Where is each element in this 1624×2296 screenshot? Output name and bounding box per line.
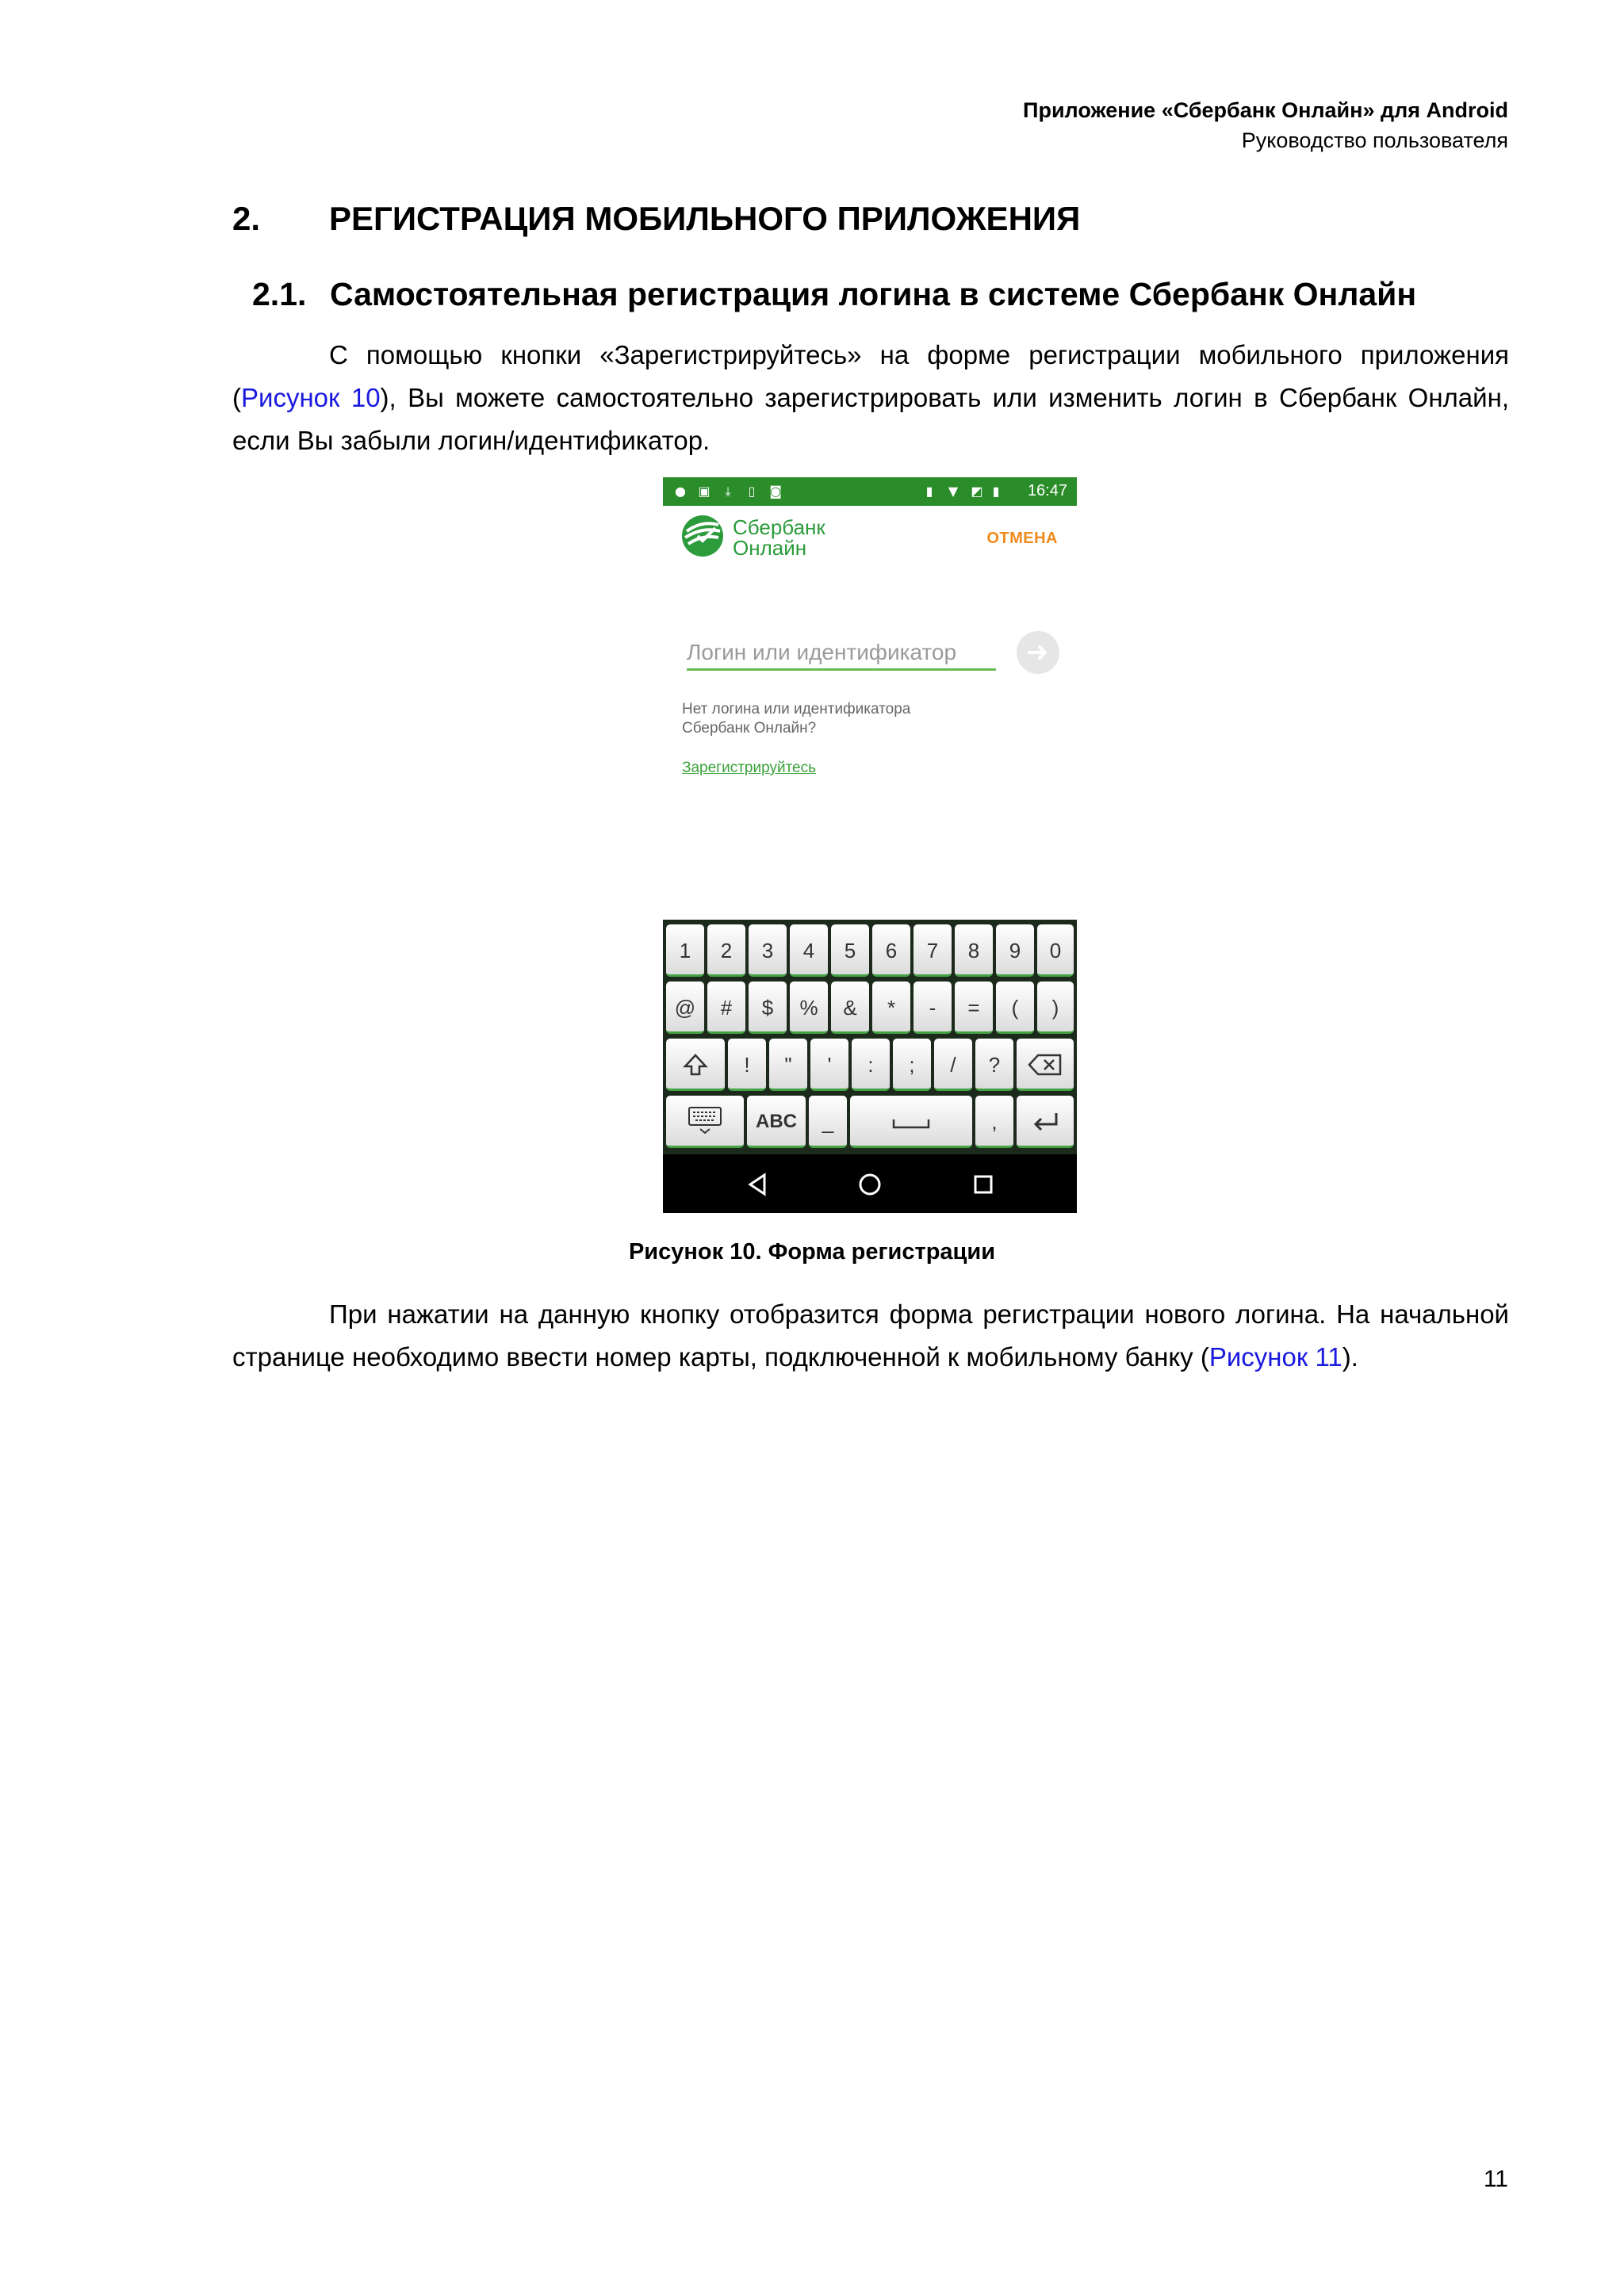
status-bar [663,477,1077,506]
key[interactable]: @ [666,982,704,1034]
page-number: 11 [1483,2166,1508,2192]
keyboard-switch-key[interactable] [666,1096,744,1148]
key[interactable]: & [831,982,869,1034]
figure-10-link[interactable]: Рисунок 10 [241,383,381,412]
register-link[interactable]: Зарегистрируйтесь [682,760,817,776]
paragraph-followup-text-2: ). [1342,1342,1358,1372]
key[interactable]: 7 [914,924,952,977]
shift-key[interactable] [666,1039,725,1091]
document-header-title: Приложение «Сбербанк Онлайн» для Android [1023,98,1508,122]
chat-icon: ● [675,484,686,499]
key[interactable]: 4 [790,924,828,977]
key[interactable]: % [790,982,828,1034]
wifi-icon: ▼ [948,484,959,499]
cancel-button[interactable]: ОТМЕНА [986,530,1058,547]
vibrate-icon: ▮ [925,484,933,499]
home-icon[interactable] [854,1169,886,1200]
enter-icon [1029,1110,1061,1134]
submit-button[interactable] [1017,631,1059,674]
paragraph-followup-text-1: При нажатии на данную кнопку отобразится форма регистрации нового логина. На начальной странице необходимо ввести номер карты, подключенной к мобильному банку ( [232,1299,1509,1372]
key[interactable]: - [914,982,952,1034]
key[interactable]: / [934,1039,972,1091]
key[interactable]: 2 [707,924,745,977]
paragraph-intro [232,334,1509,462]
battery-icon: ▮ [992,484,1000,499]
key[interactable]: 6 [872,924,910,977]
key[interactable]: 0 [1037,924,1074,977]
shift-icon [682,1051,709,1078]
key[interactable]: ( [996,982,1034,1034]
paragraph-followup [232,1293,1509,1379]
phone-icon: ▯ [748,484,756,499]
subsection-title: Самостоятельная регистрация логина в системе Сбербанк Онлайн [330,276,1417,312]
key[interactable]: * [872,982,910,1034]
figure-11-link[interactable]: Рисунок 11 [1208,1342,1342,1372]
keyboard-icon [686,1105,724,1135]
arrow-right-icon [1017,631,1059,674]
section-number: 2. [232,200,261,237]
key[interactable]: 5 [831,924,869,977]
status-time: 16:47 [1027,482,1067,499]
navigation-bar [663,1154,1077,1213]
key[interactable]: ' [810,1039,848,1091]
space-icon [891,1116,931,1132]
subsection-number: 2.1. [252,276,307,312]
figure-caption: Рисунок 10. Форма регистрации [628,1239,996,1265]
key[interactable]: 8 [955,924,993,977]
abc-key[interactable]: ABC [747,1096,806,1148]
key[interactable]: ! [728,1039,766,1091]
key[interactable]: ) [1037,982,1074,1034]
back-icon[interactable] [742,1169,774,1200]
key[interactable]: 9 [996,924,1034,977]
backspace-key[interactable] [1017,1039,1074,1091]
no-login-text-2: Сбербанк Онлайн? [682,720,817,737]
figure-10-screenshot [663,477,1077,1213]
key[interactable]: # [707,982,745,1034]
sberbank-logo-icon [680,514,725,558]
image-icon: ▣ [698,484,710,499]
login-input[interactable] [687,636,996,671]
logo-text-line1: Сбербанк [733,515,825,539]
logo-text-line2: Онлайн [733,536,807,560]
photo-icon: ◙ [769,484,782,499]
key[interactable]: " [769,1039,807,1091]
underscore-key[interactable]: _ [809,1096,847,1148]
recents-icon[interactable] [967,1169,999,1200]
document-header-subtitle: Руководство пользователя [1241,128,1508,152]
subsection-heading [252,276,1416,313]
key[interactable]: 3 [749,924,787,977]
key[interactable]: = [955,982,993,1034]
section-heading [232,200,1080,238]
key[interactable]: $ [749,982,787,1034]
key[interactable]: ; [893,1039,931,1091]
signal-icon: ◩ [971,484,983,499]
section-title: РЕГИСТРАЦИЯ МОБИЛЬНОГО ПРИЛОЖЕНИЯ [329,200,1081,237]
backspace-icon [1027,1053,1063,1077]
no-login-text-1: Нет логина или идентификатора [682,701,911,718]
paragraph-intro-text-2: ), Вы можете самостоятельно зарегистрировать или изменить логин в Сбербанк Онлайн, если Вы забыли логин/идентификатор. [232,383,1509,455]
onscreen-keyboard [663,920,1077,1154]
key[interactable]: 1 [666,924,704,977]
enter-key[interactable] [1017,1096,1074,1148]
download-icon: ⤓ [725,484,731,499]
comma-key[interactable]: , [975,1096,1013,1148]
key[interactable]: : [852,1039,890,1091]
space-key[interactable] [850,1096,972,1148]
key[interactable]: ? [975,1039,1013,1091]
paragraph-intro-text-1: С помощью кнопки «Зарегистрируйтесь» на форме регистрации мобильного приложения ( [232,340,1509,412]
